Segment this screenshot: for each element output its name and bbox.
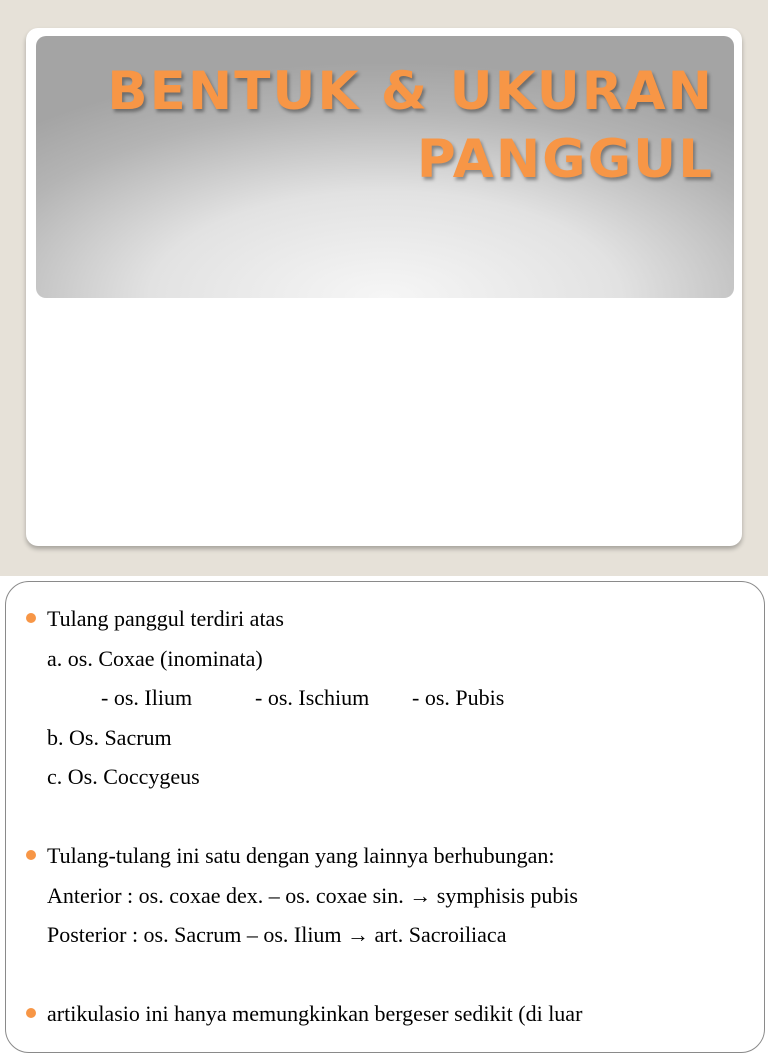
anterior-line: Anterior : os. coxae dex. – os. coxae sin. → symphisis pubis bbox=[47, 882, 578, 908]
list-item bbox=[26, 881, 746, 921]
title-box bbox=[36, 36, 734, 298]
list-item bbox=[26, 762, 746, 802]
sub-item-ilium: - os. Ilium bbox=[101, 685, 193, 710]
spacer bbox=[26, 802, 746, 842]
bullet-item bbox=[26, 841, 746, 881]
sub-item-pubis: - os. Pubis bbox=[412, 685, 505, 710]
item-a: a. os. Coxae (inominata) bbox=[47, 645, 263, 671]
item-b: b. Os. Sacrum bbox=[47, 724, 172, 750]
sub-list bbox=[26, 683, 746, 723]
spacer bbox=[26, 960, 746, 1000]
bullet-heading: Tulang-tulang ini satu dengan yang lainnya berhubungan: bbox=[47, 843, 555, 868]
title-line-2: PANGGUL bbox=[416, 129, 714, 190]
bullet-item bbox=[26, 604, 746, 644]
title-line-1: BENTUK & UKURAN bbox=[107, 61, 714, 122]
list-item bbox=[26, 723, 746, 763]
bullet-icon bbox=[26, 850, 36, 860]
title-slide bbox=[26, 28, 742, 546]
list-item bbox=[26, 920, 746, 960]
slide-title bbox=[107, 58, 714, 194]
bullet-icon bbox=[26, 1008, 36, 1018]
bullet-icon bbox=[26, 613, 36, 623]
bullet-item bbox=[26, 999, 746, 1039]
posterior-line: Posterior : os. Sacrum – os. Ilium → art. Sacroiliaca bbox=[47, 922, 507, 947]
bullet-heading: artikulasio ini hanya memungkinkan bergeser sedikit (di luar bbox=[47, 1001, 583, 1026]
item-c: c. Os. Coccygeus bbox=[47, 764, 200, 789]
list-item bbox=[26, 644, 746, 684]
slide-content bbox=[26, 604, 746, 1039]
content-slide bbox=[5, 581, 765, 1053]
sub-item-ischium: - os. Ischium bbox=[255, 685, 370, 710]
bullet-heading: Tulang panggul terdiri atas bbox=[47, 606, 284, 631]
